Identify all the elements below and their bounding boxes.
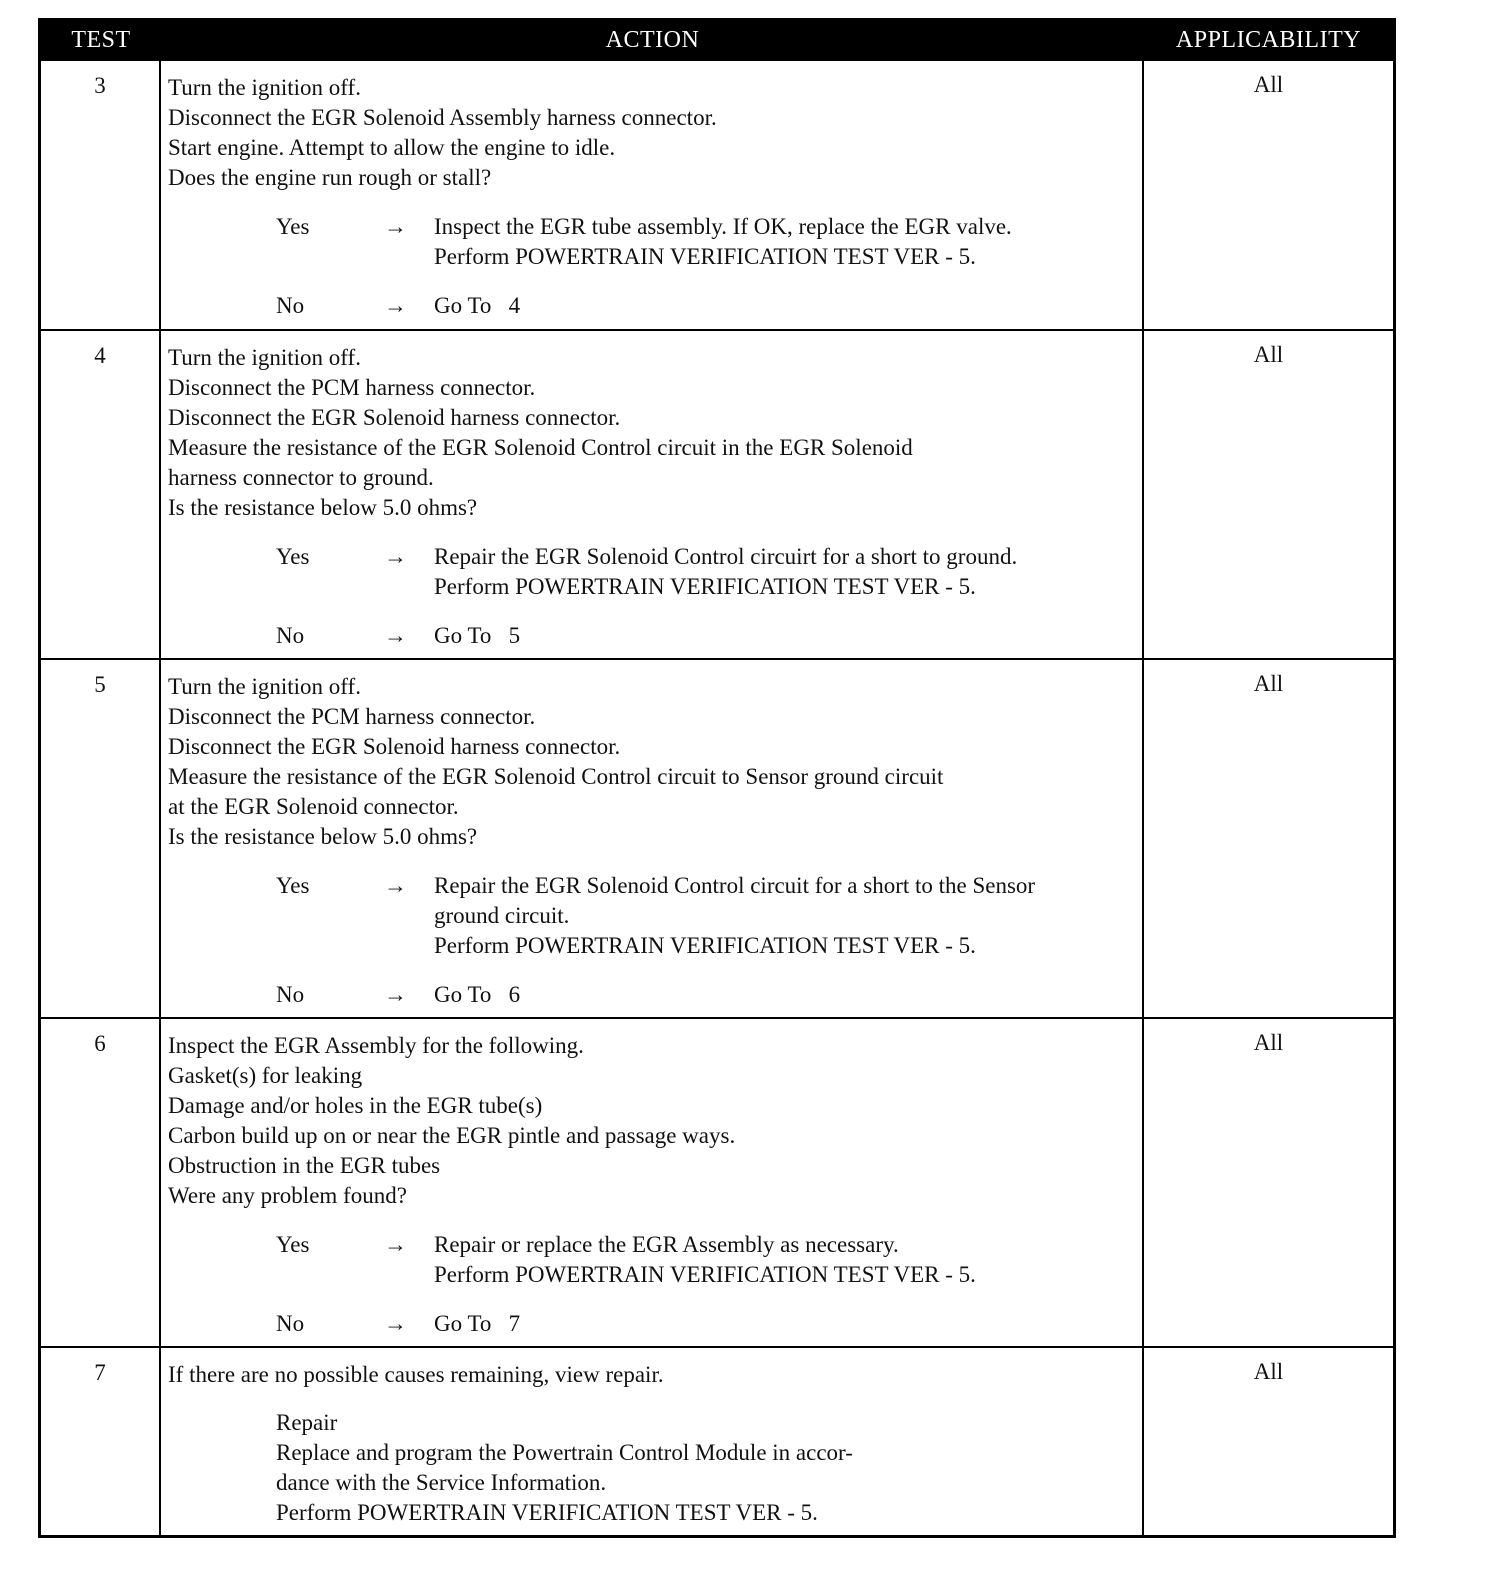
applicability-cell: All <box>1144 329 1393 658</box>
arrow-right-icon: → <box>384 1232 407 1257</box>
no-label: No <box>276 1311 305 1336</box>
no-text: Go To 6 <box>434 982 521 1007</box>
yes-text-line: ground circuit. <box>434 903 570 928</box>
yes-text <box>434 212 1136 272</box>
yes-text <box>434 542 1136 602</box>
action-step: harness connector to ground. <box>168 465 434 490</box>
applicability-cell: All <box>1144 658 1393 1017</box>
repair-label: Repair <box>276 1410 338 1435</box>
test-number: 4 <box>41 329 161 658</box>
arrow-right-icon: → <box>384 873 407 898</box>
yes-text-line: Perform POWERTRAIN VERIFICATION TEST VER - 5. <box>434 244 976 269</box>
test-number: 5 <box>41 658 161 1017</box>
action-cell <box>161 59 1144 329</box>
repair-text-line: Replace and program the Powertrain Control Module in accor- <box>276 1440 853 1465</box>
applicability-cell: All <box>1144 59 1393 329</box>
yes-outcome <box>168 542 1136 602</box>
action-cell <box>161 329 1144 658</box>
action-cell <box>161 658 1144 1017</box>
action-step: Does the engine run rough or stall? <box>168 165 492 190</box>
no-label: No <box>276 293 305 318</box>
arrow-right-icon: → <box>384 544 407 569</box>
action-step: Is the resistance below 5.0 ohms? <box>168 824 478 849</box>
no-text: Go To 4 <box>434 293 521 318</box>
action-step: Measure the resistance of the EGR Solenoid Control circuit to Sensor ground circuit <box>168 764 944 789</box>
arrow-right-icon: → <box>384 293 407 318</box>
header-applicability: APPLICABILITY <box>1144 21 1393 59</box>
no-outcome <box>168 291 1136 321</box>
yes-label: Yes <box>276 544 310 569</box>
action-step: Measure the resistance of the EGR Solenoid Control circuit in the EGR Solenoid <box>168 435 913 460</box>
action-step: at the EGR Solenoid connector. <box>168 794 459 819</box>
test-number: 6 <box>41 1017 161 1346</box>
yes-text-line: Repair the EGR Solenoid Control circuit for a short to the Sensor <box>434 873 1036 898</box>
no-outcome <box>168 621 1136 651</box>
no-text: Go To 7 <box>434 1311 521 1336</box>
applicability-cell: All <box>1144 1346 1393 1535</box>
no-outcome <box>168 1309 1136 1339</box>
yes-text-line: Repair or replace the EGR Assembly as necessary. <box>434 1232 899 1257</box>
no-label: No <box>276 982 305 1007</box>
action-step: Disconnect the EGR Solenoid Assembly harness connector. <box>168 105 717 130</box>
arrow-right-icon: → <box>384 623 407 648</box>
action-step: Gasket(s) for leaking <box>168 1063 363 1088</box>
action-step: Turn the ignition off. <box>168 674 361 699</box>
action-step: Were any problem found? <box>168 1183 407 1208</box>
action-step: Disconnect the PCM harness connector. <box>168 375 536 400</box>
header-test: TEST <box>41 21 161 59</box>
test-number: 7 <box>41 1346 161 1535</box>
yes-text-line: Perform POWERTRAIN VERIFICATION TEST VER - 5. <box>434 1262 976 1287</box>
yes-label: Yes <box>276 873 310 898</box>
repair-text-line: Perform POWERTRAIN VERIFICATION TEST VER - 5. <box>276 1500 818 1525</box>
yes-label: Yes <box>276 214 310 239</box>
applicability-cell: All <box>1144 1017 1393 1346</box>
action-step: Obstruction in the EGR tubes <box>168 1153 441 1178</box>
action-cell <box>161 1346 1144 1535</box>
action-cell <box>161 1017 1144 1346</box>
no-text: Go To 5 <box>434 623 521 648</box>
arrow-right-icon: → <box>384 214 407 239</box>
yes-outcome <box>168 212 1136 272</box>
action-step: Disconnect the EGR Solenoid harness connector. <box>168 734 621 759</box>
action-step: Inspect the EGR Assembly for the following. <box>168 1033 584 1058</box>
action-step: Damage and/or holes in the EGR tube(s) <box>168 1093 543 1118</box>
action-step: Turn the ignition off. <box>168 345 361 370</box>
action-step: Turn the ignition off. <box>168 75 361 100</box>
yes-text-line: Perform POWERTRAIN VERIFICATION TEST VER - 5. <box>434 574 976 599</box>
action-step: Disconnect the PCM harness connector. <box>168 704 536 729</box>
no-label: No <box>276 623 305 648</box>
repair-text-line: dance with the Service Information. <box>276 1470 607 1495</box>
action-step: Is the resistance below 5.0 ohms? <box>168 495 478 520</box>
repair-text <box>60 1438 1136 1528</box>
action-step: Start engine. Attempt to allow the engine to idle. <box>168 135 616 160</box>
action-step: Disconnect the EGR Solenoid harness connector. <box>168 405 621 430</box>
diagnostic-test-table <box>38 18 1396 1538</box>
arrow-right-icon: → <box>384 982 407 1007</box>
header-action: ACTION <box>161 21 1144 59</box>
test-number: 3 <box>41 59 161 329</box>
yes-text-line: Perform POWERTRAIN VERIFICATION TEST VER - 5. <box>434 933 976 958</box>
yes-text <box>434 871 1136 961</box>
yes-text <box>434 1230 1136 1290</box>
yes-outcome <box>168 871 1136 961</box>
action-step: If there are no possible causes remaining, view repair. <box>168 1362 664 1387</box>
yes-label: Yes <box>276 1232 310 1257</box>
no-outcome <box>168 980 1136 1010</box>
action-step: Carbon build up on or near the EGR pintle and passage ways. <box>168 1123 736 1148</box>
yes-outcome <box>168 1230 1136 1290</box>
yes-text-line: Inspect the EGR tube assembly. If OK, replace the EGR valve. <box>434 214 1012 239</box>
arrow-right-icon: → <box>384 1311 407 1336</box>
yes-text-line: Repair the EGR Solenoid Control circuirt for a short to ground. <box>434 544 1018 569</box>
